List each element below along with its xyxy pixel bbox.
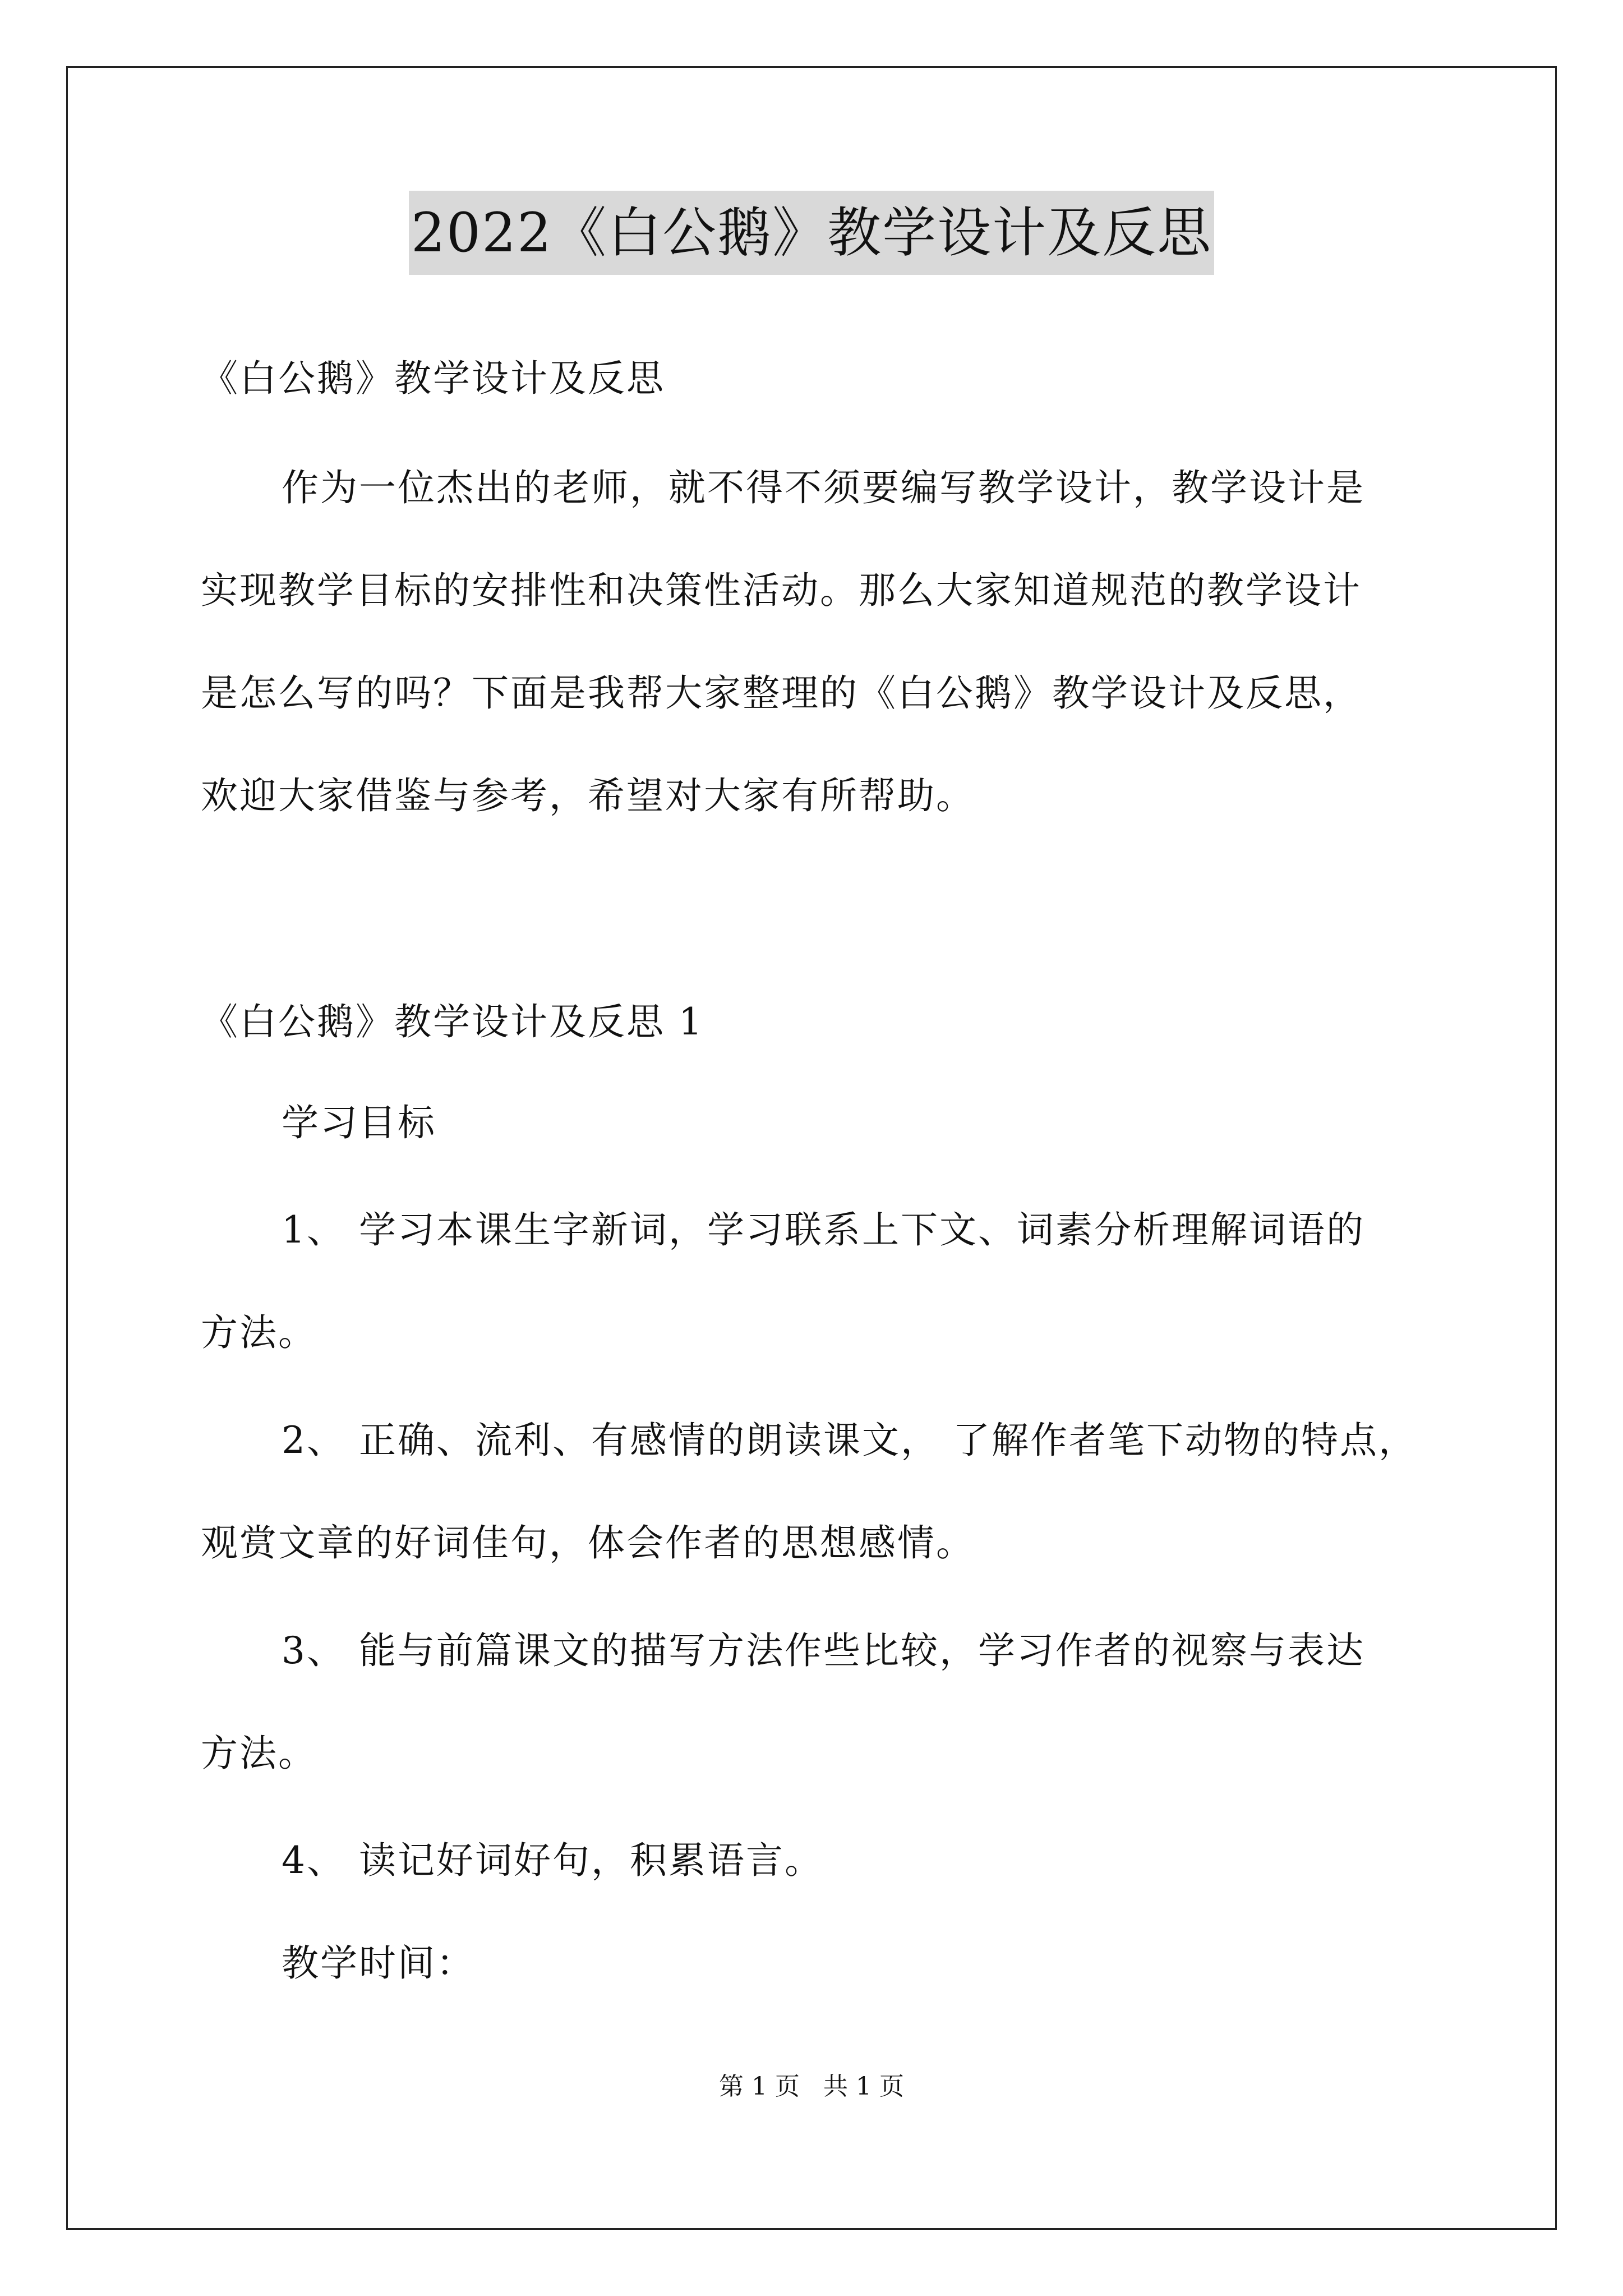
goals-label: 学习目标 — [282, 1101, 436, 1144]
goal-4-line-1: 4、 读记好词好句，积累语言。 — [282, 1839, 823, 1882]
intro-line-2: 实现教学目标的安排性和决策性活动。那么大家知道规范的教学设计 — [201, 569, 1362, 612]
document-title: 2022《白公鹅》教学设计及反思 — [409, 191, 1214, 275]
section-heading: 《白公鹅》教学设计及反思 1 — [201, 1000, 704, 1043]
page-number: 第 1 页 — [719, 2072, 800, 2101]
goal-1-line-2: 方法。 — [201, 1311, 317, 1354]
title-block — [0, 191, 1623, 275]
intro-line-3: 是怎么写的吗？下面是我帮大家整理的《白公鹅》教学设计及反思， — [201, 671, 1362, 715]
goal-1-line-1: 1、 学习本课生字新词，学习联系上下文、词素分析理解词语的 — [282, 1208, 1365, 1251]
goal-2-line-2: 观赏文章的好词佳句，体会作者的思想感情。 — [201, 1521, 975, 1565]
goal-2-line-1: 2、 正确、流利、有感情的朗读课文， 了解作者笔下动物的特点， — [282, 1419, 1417, 1462]
intro-line-1: 作为一位杰出的老师，就不得不须要编写教学设计，教学设计是 — [282, 466, 1365, 509]
goal-3-line-1: 3、 能与前篇课文的描写方法作些比较，学习作者的视察与表达 — [282, 1629, 1365, 1672]
document-subtitle: 《白公鹅》教学设计及反思 — [201, 357, 665, 400]
teaching-time-label: 教学时间： — [282, 1941, 475, 1985]
intro-line-4: 欢迎大家借鉴与参考，希望对大家有所帮助。 — [201, 774, 975, 817]
goal-3-line-2: 方法。 — [201, 1732, 317, 1775]
page-footer — [0, 2070, 1623, 2104]
page-total: 共 1 页 — [823, 2072, 904, 2101]
